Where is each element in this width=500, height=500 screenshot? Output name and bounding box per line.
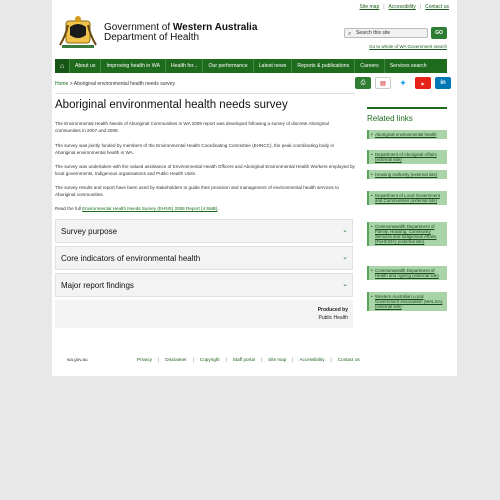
- accordion-survey-purpose[interactable]: Survey purpose ⌄: [55, 219, 353, 243]
- utility-links: Site map | Accessibility | Contact us: [359, 4, 449, 10]
- chevron-down-icon: ⌄: [342, 281, 348, 288]
- page-title: Aboriginal environmental health needs survey: [55, 99, 288, 111]
- contact-link[interactable]: Contact us: [425, 4, 449, 10]
- accordion-major-findings[interactable]: Major report findings ⌄: [55, 273, 353, 297]
- footer-copyright[interactable]: Copyright: [199, 356, 220, 362]
- pdf-icon[interactable]: ▤: [375, 77, 391, 89]
- print-icon[interactable]: ⎙: [355, 77, 371, 89]
- department-name: Department of Health: [104, 32, 200, 43]
- accessibility-link[interactable]: Accessibility: [388, 4, 416, 10]
- footer: wa.gov.au Privacy | Disclaimer | Copyright | Staff portal | Site map | Accessibility | Contact us: [67, 356, 360, 362]
- footer-email: wa.gov.au: [67, 356, 88, 362]
- related-link-item[interactable]: • Western Australian Local Government Association (WALGA) (external site): [367, 292, 447, 311]
- footer-disclaimer[interactable]: Disclaimer: [165, 356, 187, 362]
- wa-gov-search-link[interactable]: Go to whole of WA Government search: [369, 44, 447, 49]
- funding-paragraph: The survey was jointly funded by members of the Environmental Health Coordinating Committee (EHNCC), the peak coordinating body in Aboriginal environmental health in WA.: [55, 143, 335, 155]
- twitter-icon[interactable]: ✦: [395, 77, 411, 89]
- footer-privacy[interactable]: Privacy: [137, 356, 153, 362]
- wa-crest-logo[interactable]: [58, 15, 98, 51]
- intro-paragraph: The Environmental Health Needs of Aboriginal Communities in WA 2008 report was developed following a survey of discrete Aboriginal communities in 2007 and 2008.: [55, 121, 329, 133]
- nav-item-news[interactable]: Latest news: [253, 59, 292, 73]
- related-title: Related links: [367, 114, 413, 123]
- search-input[interactable]: ⌕ Search this site: [344, 28, 428, 38]
- produced-by-box: Produced by Public Health: [55, 300, 353, 328]
- breadcrumb-current: Aboriginal environmental health needs survey: [73, 81, 175, 87]
- nav-item-health-for[interactable]: Health for...: [165, 59, 203, 73]
- related-link-item[interactable]: • Department of Aboriginal Affairs (external site): [367, 150, 447, 164]
- footer-staff-portal[interactable]: Staff portal: [232, 356, 255, 362]
- footer-sitemap[interactable]: Site map: [268, 356, 287, 362]
- chevron-down-icon: ⌄: [342, 227, 348, 234]
- nav-item-about[interactable]: About us: [69, 59, 100, 73]
- related-link-item[interactable]: • Commonwealth Department of Family, Housing, Community Services and Indigenous Affairs (FaHCSIA) (external site): [367, 222, 447, 246]
- related-link-item[interactable]: • Commonwealth Department of Health and Ageing (external site): [367, 266, 447, 280]
- search-go-button[interactable]: GO: [431, 27, 447, 39]
- read-report-paragraph: Read the full Environmental Health Needs Survey (EHNS) 2008 Report (4.5MB).: [55, 206, 219, 211]
- related-link-item[interactable]: • Housing Authority (external site): [367, 170, 447, 179]
- nav-item-performance[interactable]: Our performance: [202, 59, 252, 73]
- results-paragraph: The survey results and report have been used by stakeholders to guide their provision and management of environmental health services to Aboriginal communities.: [55, 185, 339, 197]
- related-divider: [367, 107, 447, 109]
- nav-item-services[interactable]: Services search: [384, 59, 432, 73]
- report-link[interactable]: Environmental Health Needs Survey (EHNS) 2008 Report (4.5MB): [82, 206, 218, 211]
- page-container: [52, 0, 457, 376]
- breadcrumb: Home > Aboriginal environmental health needs survey: [55, 81, 175, 87]
- main-nav: [55, 59, 447, 73]
- footer-accessibility[interactable]: Accessibility: [299, 356, 325, 362]
- assistance-paragraph: The survey was undertaken with the valued assistance of Environmental Health Officers and Aboriginal Environmental Health Workers employed by local governments, Indigenous organisations and Public Health Units.: [55, 164, 355, 176]
- brand-title[interactable]: Government of Western Australia Department of Health: [104, 22, 258, 43]
- divider: [55, 93, 355, 94]
- footer-contact[interactable]: Contact us: [337, 356, 360, 362]
- nav-item-improving[interactable]: Improving health in WA: [100, 59, 164, 73]
- related-link-item[interactable]: • Aboriginal environmental health: [367, 130, 447, 139]
- search-icon: ⌕: [348, 31, 352, 37]
- home-icon[interactable]: ⌂: [55, 59, 69, 73]
- chevron-down-icon: ⌄: [342, 254, 348, 261]
- share-toolbar: [355, 77, 451, 89]
- nav-item-careers[interactable]: Careers: [354, 59, 383, 73]
- linkedin-icon[interactable]: in: [435, 77, 451, 89]
- breadcrumb-home[interactable]: Home: [55, 81, 69, 87]
- sitemap-link[interactable]: Site map: [359, 4, 380, 10]
- nav-item-reports[interactable]: Reports & publications: [291, 59, 354, 73]
- youtube-icon[interactable]: ▶: [415, 77, 431, 89]
- related-link-item[interactable]: • Department of Local Government and Communities (external site): [367, 191, 447, 205]
- accordion-core-indicators[interactable]: Core indicators of environmental health ⌄: [55, 246, 353, 270]
